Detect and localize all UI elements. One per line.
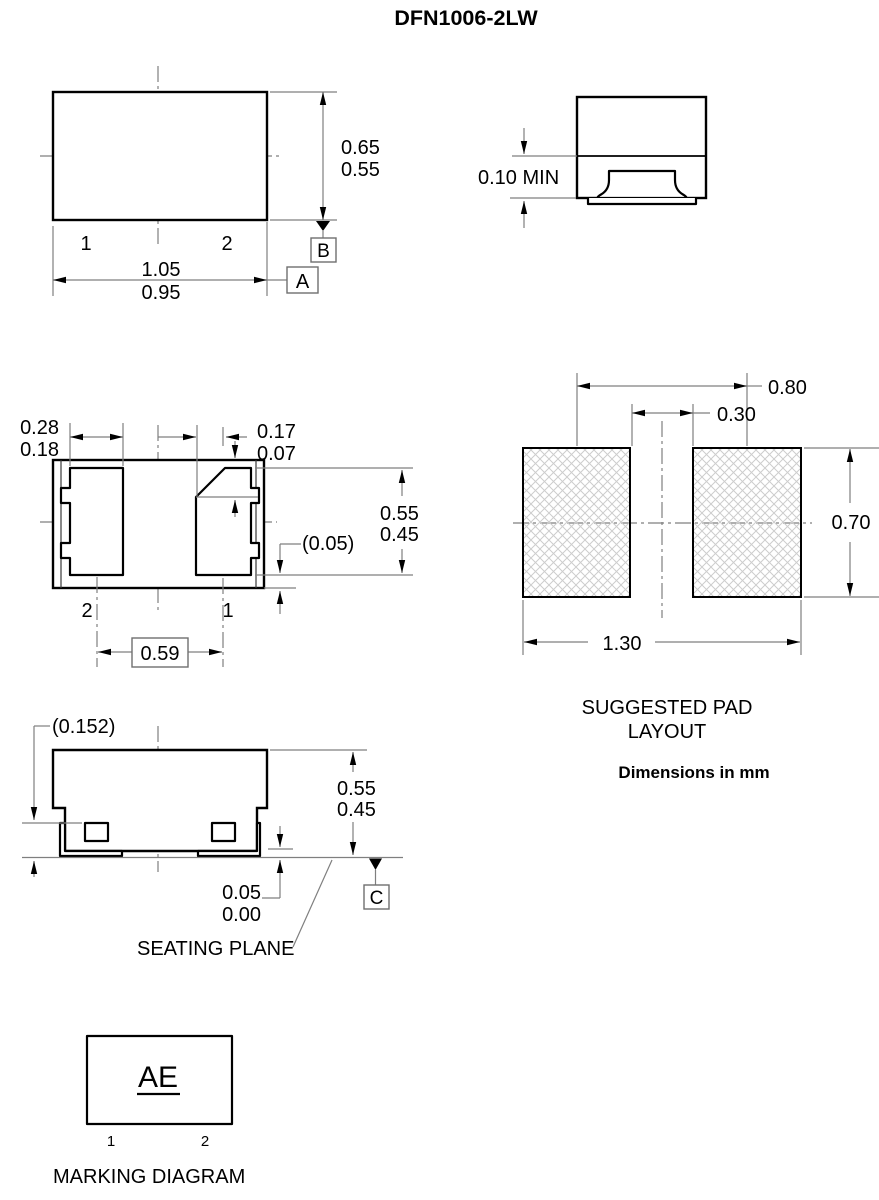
side-view (478, 97, 706, 228)
padheight-min-label: 0.45 (380, 524, 419, 546)
top-view (40, 66, 380, 304)
seating-plane-leader (293, 860, 332, 947)
bodyheight-max-label: 0.55 (337, 778, 376, 800)
units-note: Dimensions in mm (618, 763, 770, 782)
datum-c-triangle (369, 859, 382, 871)
padlayout-caption-line1: SUGGESTED PAD (581, 697, 753, 719)
bottom-view-pin2-label: 2 (81, 600, 93, 622)
overall-label: 1.30 (602, 633, 642, 655)
top-view-body-outline (53, 92, 267, 220)
height-max-label: 0.65 (341, 137, 380, 159)
bottom-view (20, 417, 419, 667)
front-view (22, 716, 403, 960)
marking-diagram (53, 1036, 245, 1188)
datum-b-triangle (316, 221, 330, 231)
padwidth-min-label: 0.18 (20, 439, 59, 461)
bodyheight-min-label: 0.45 (337, 799, 376, 821)
height-min-label: 0.55 (341, 159, 380, 181)
side-view-lead-shape (598, 171, 687, 198)
marking-caption: MARKING DIAGRAM (53, 1166, 246, 1188)
padwidth-max-label: 0.28 (20, 417, 59, 439)
front-view-right-lead-window (212, 823, 235, 841)
seating-plane-label: SEATING PLANE (137, 938, 295, 960)
padheight-max-label: 0.55 (380, 503, 419, 525)
spacing-label: 0.80 (768, 377, 807, 399)
lead-dim-label: 0.10 MIN (478, 167, 560, 189)
page-title: DFN1006-2LW (394, 6, 538, 30)
standoff-min-label: 0.00 (222, 904, 261, 926)
padlayout-caption-line2: LAYOUT (627, 721, 707, 743)
front-view-left-lead-window (85, 823, 108, 841)
lead-ref-label: (0.152) (52, 716, 116, 738)
pad2-outline (61, 468, 123, 575)
top-view-pin1-label: 1 (80, 233, 92, 255)
chamfer-max-label: 0.17 (257, 421, 296, 443)
width-max-label: 1.05 (141, 259, 181, 281)
bottom-view-pin1-label: 1 (222, 600, 234, 622)
padlayout-h-label: 0.70 (831, 512, 871, 534)
marking-pin2-label: 2 (200, 1133, 210, 1150)
standoff-max-label: 0.05 (222, 882, 261, 904)
pitch-label: 0.59 (140, 643, 180, 665)
gap-label: 0.30 (717, 404, 756, 426)
pad-layout-view (513, 373, 879, 782)
padlayout-right-pad (693, 448, 801, 597)
marking-pin1-label: 1 (106, 1133, 116, 1150)
datum-a-label: A (295, 271, 310, 293)
side-view-bottom-tab (588, 198, 696, 204)
width-min-label: 0.95 (141, 282, 181, 304)
datum-c-label: C (369, 888, 384, 909)
padlayout-left-pad (523, 448, 630, 597)
marking-code: AE (137, 1061, 179, 1094)
datum-b-label: B (317, 241, 330, 262)
top-view-pin2-label: 2 (221, 233, 233, 255)
edge-ref-label: (0.05) (302, 533, 355, 555)
chamfer-min-label: 0.07 (257, 443, 296, 465)
